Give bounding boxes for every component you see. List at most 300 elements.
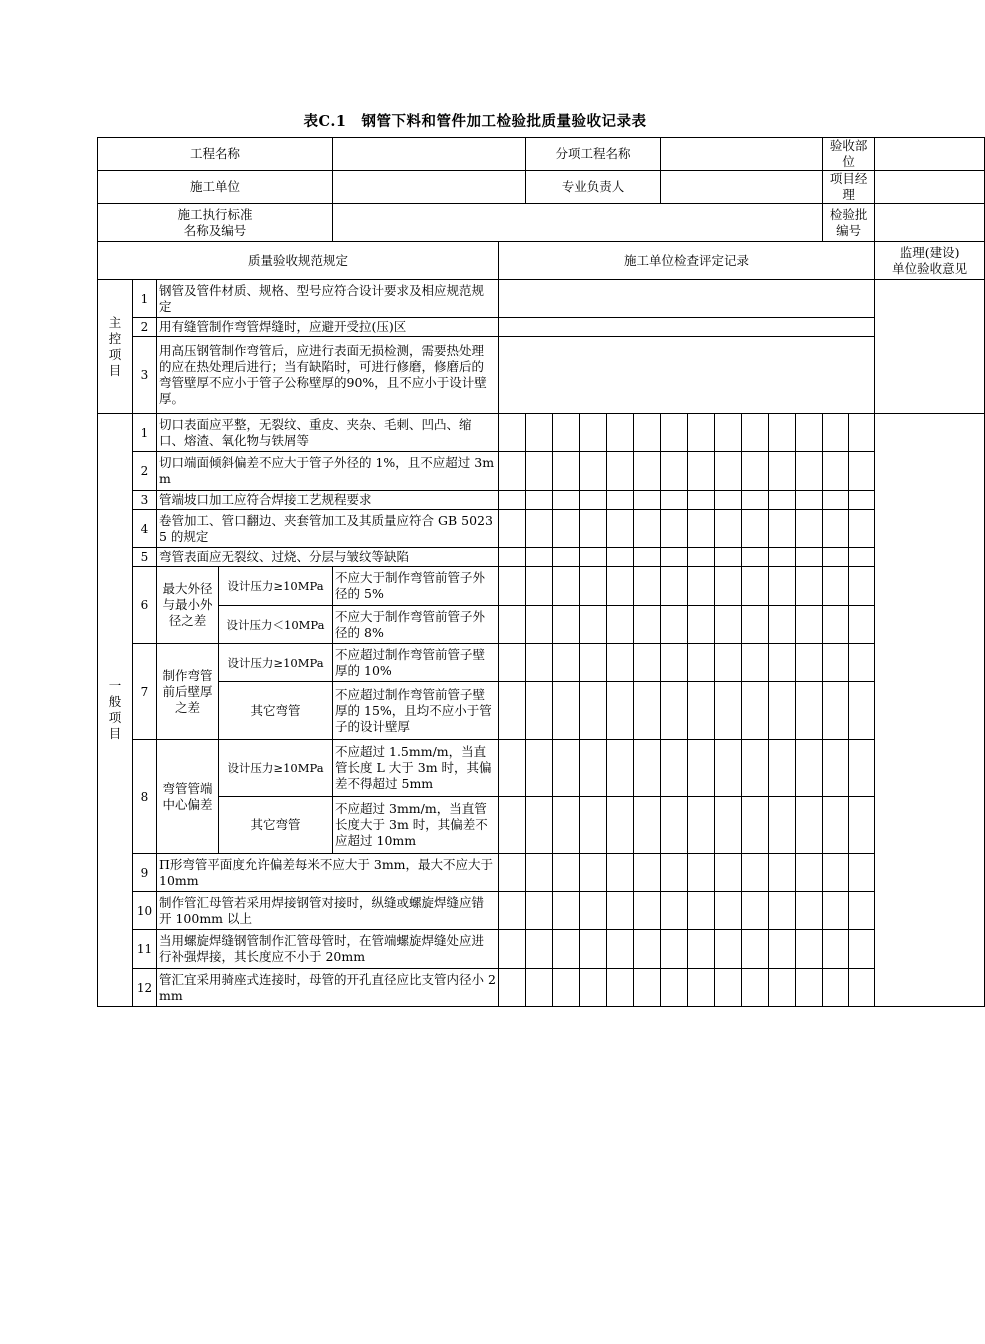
check-record-cell[interactable] (823, 548, 849, 567)
check-record-cell[interactable] (634, 606, 661, 644)
check-record-cell[interactable] (796, 567, 823, 606)
check-record-cell[interactable] (499, 797, 526, 854)
check-record-cell[interactable] (849, 548, 875, 567)
check-record-cell[interactable] (849, 510, 875, 548)
construct-unit-value[interactable] (333, 171, 526, 204)
check-record-cell[interactable] (526, 567, 553, 606)
check-record-cell[interactable] (823, 567, 849, 606)
general-items-label: 一 般 项 目 (98, 414, 133, 1007)
check-record-cell[interactable] (715, 491, 742, 510)
check-record-cell[interactable] (849, 797, 875, 854)
requirement-cell: 不应超过制作弯管前管子壁厚的 15%，且均不应小于管子的设计壁厚 (333, 682, 499, 740)
check-record-cell[interactable] (849, 567, 875, 606)
check-record-cell[interactable] (634, 892, 661, 930)
header-row-1 (98, 138, 985, 171)
check-record-cell[interactable] (499, 510, 526, 548)
item-text: 弯管表面应无裂纹、过烧、分层与皱纹等缺陷 (157, 548, 499, 567)
check-record-cell[interactable] (526, 969, 553, 1007)
check-record-cell[interactable] (849, 644, 875, 682)
check-record-cell[interactable] (634, 797, 661, 854)
check-record-cell[interactable] (849, 930, 875, 969)
condition-cell: 设计压力≥10MPa (219, 567, 333, 606)
check-record-cell[interactable] (688, 682, 715, 740)
check-record-cell[interactable] (526, 548, 553, 567)
check-record-cell[interactable] (742, 548, 769, 567)
check-record-cell[interactable] (553, 567, 580, 606)
requirement-cell: 不应大于制作弯管前管子外径的 5% (333, 567, 499, 606)
check-record-cell[interactable] (580, 606, 607, 644)
check-record-cell[interactable] (553, 969, 580, 1007)
check-record-cell[interactable] (715, 548, 742, 567)
check-record-cell[interactable] (688, 414, 715, 452)
check-record-cell[interactable] (742, 797, 769, 854)
check-record-cell[interactable] (580, 969, 607, 1007)
check-record-cell[interactable] (526, 892, 553, 930)
table-row (98, 567, 985, 606)
table-row (98, 892, 985, 930)
check-record-cell[interactable] (499, 930, 526, 969)
table-row (98, 930, 985, 969)
check-record-cell[interactable] (742, 740, 769, 797)
requirement-cell: 不应超过 1.5mm/m，当直管长度 L 大于 3m 时，其偏差不得超过 5mm (333, 740, 499, 797)
condition-cell: 其它弯管 (219, 682, 333, 740)
check-record-cell[interactable] (607, 606, 634, 644)
table-row (98, 606, 985, 644)
check-record-cell[interactable] (553, 510, 580, 548)
check-record-cell[interactable] (742, 644, 769, 682)
check-record-cell[interactable] (688, 606, 715, 644)
check-record-cell[interactable] (742, 491, 769, 510)
item-number: 2 (133, 318, 157, 337)
item-number: 1 (133, 414, 157, 452)
check-record-cell[interactable] (796, 491, 823, 510)
item-text: 卷管加工、管口翻边、夹套管加工及其质量应符合 GB 50235 的规定 (157, 510, 499, 548)
check-record-cell[interactable] (499, 548, 526, 567)
check-record-cell[interactable] (742, 606, 769, 644)
table-row (98, 644, 985, 682)
check-record-cell[interactable] (742, 567, 769, 606)
check-record-cell[interactable] (769, 797, 796, 854)
check-record-cell[interactable] (661, 892, 688, 930)
check-record-cell[interactable] (849, 740, 875, 797)
item-number: 1 (133, 280, 157, 318)
check-record-cell[interactable] (688, 452, 715, 491)
check-record-cell[interactable] (823, 644, 849, 682)
check-record-cell[interactable] (607, 740, 634, 797)
check-record-cell[interactable] (634, 930, 661, 969)
check-record-cell[interactable] (742, 854, 769, 892)
check-record-cell[interactable] (526, 414, 553, 452)
check-record-cell[interactable] (849, 892, 875, 930)
check-record-cell[interactable] (796, 606, 823, 644)
check-record-cell[interactable] (796, 740, 823, 797)
check-record-cell[interactable] (634, 510, 661, 548)
check-record-cell[interactable] (715, 892, 742, 930)
check-record-cell[interactable] (607, 452, 634, 491)
check-record-cell[interactable] (499, 337, 875, 414)
check-record-cell[interactable] (607, 644, 634, 682)
check-record-cell[interactable] (769, 414, 796, 452)
check-record-cell[interactable] (526, 930, 553, 969)
table-row (98, 337, 985, 414)
check-record-cell[interactable] (607, 414, 634, 452)
check-record-cell[interactable] (526, 510, 553, 548)
item-label: 弯管管端中心偏差 (157, 740, 219, 854)
item-number: 10 (133, 892, 157, 930)
check-record-cell[interactable] (769, 548, 796, 567)
check-record-cell[interactable] (553, 854, 580, 892)
check-record-cell[interactable] (688, 854, 715, 892)
condition-cell: 设计压力≥10MPa (219, 644, 333, 682)
check-record-cell[interactable] (634, 682, 661, 740)
condition-cell: 设计压力＜10MPa (219, 606, 333, 644)
check-record-cell[interactable] (796, 414, 823, 452)
check-record-cell[interactable] (715, 644, 742, 682)
check-record-cell[interactable] (769, 644, 796, 682)
check-record-cell[interactable] (553, 414, 580, 452)
check-record-cell[interactable] (769, 854, 796, 892)
check-record-cell[interactable] (499, 892, 526, 930)
check-record-cell[interactable] (499, 682, 526, 740)
table-row (98, 510, 985, 548)
check-record-cell[interactable] (769, 606, 796, 644)
check-record-cell[interactable] (580, 740, 607, 797)
acceptance-record-table (97, 137, 985, 1007)
specialist-label: 专业负责人 (526, 171, 661, 204)
check-record-cell[interactable] (499, 606, 526, 644)
check-record-cell[interactable] (661, 567, 688, 606)
check-record-cell[interactable] (634, 969, 661, 1007)
check-record-cell[interactable] (796, 854, 823, 892)
check-record-cell[interactable] (580, 510, 607, 548)
check-record-cell[interactable] (526, 491, 553, 510)
quality-spec-header: 质量验收规范规定 (98, 242, 499, 280)
page-title: 表C.1 钢管下料和管件加工检验批质量验收记录表 (303, 113, 647, 130)
check-record-cell[interactable] (580, 414, 607, 452)
sub-project-value[interactable] (661, 138, 823, 171)
check-record-cell[interactable] (742, 892, 769, 930)
check-record-cell[interactable] (580, 682, 607, 740)
check-record-cell[interactable] (823, 682, 849, 740)
check-record-cell[interactable] (769, 740, 796, 797)
check-record-cell[interactable] (499, 969, 526, 1007)
check-record-cell[interactable] (634, 567, 661, 606)
check-record-cell[interactable] (607, 510, 634, 548)
check-record-cell[interactable] (499, 567, 526, 606)
check-record-cell[interactable] (526, 682, 553, 740)
item-number: 5 (133, 548, 157, 567)
item-number: 4 (133, 510, 157, 548)
check-record-cell[interactable] (849, 682, 875, 740)
check-record-cell[interactable] (526, 452, 553, 491)
check-record-cell[interactable] (742, 682, 769, 740)
check-record-cell[interactable] (607, 548, 634, 567)
check-record-cell[interactable] (688, 510, 715, 548)
check-record-cell[interactable] (634, 854, 661, 892)
construct-unit-label: 施工单位 (98, 171, 333, 204)
item-number: 11 (133, 930, 157, 969)
check-record-cell[interactable] (526, 606, 553, 644)
item-text: 管端坡口加工应符合焊接工艺规程要求 (157, 491, 499, 510)
check-record-cell[interactable] (849, 969, 875, 1007)
check-record-cell[interactable] (607, 491, 634, 510)
check-record-cell[interactable] (580, 567, 607, 606)
check-record-cell[interactable] (553, 892, 580, 930)
item-number: 9 (133, 854, 157, 892)
check-record-cell[interactable] (715, 682, 742, 740)
check-record-cell[interactable] (688, 797, 715, 854)
item-text: Π形弯管平面度允许偏差每米不应大于 3mm，最大不应大于 10mm (157, 854, 499, 892)
check-record-cell[interactable] (823, 969, 849, 1007)
project-name-label: 工程名称 (98, 138, 333, 171)
batch-number-label: 检验批 编号 (823, 204, 875, 242)
check-record-cell[interactable] (553, 548, 580, 567)
item-text: 管汇宜采用骑座式连接时，母管的开孔直径应比支管内径小 2mm (157, 969, 499, 1007)
check-record-cell[interactable] (688, 892, 715, 930)
item-text: 钢管及管件材质、规格、型号应符合设计要求及相应规范规定 (157, 280, 499, 318)
check-record-cell[interactable] (661, 548, 688, 567)
check-record-cell[interactable] (823, 452, 849, 491)
check-record-cell[interactable] (580, 491, 607, 510)
check-record-cell[interactable] (849, 491, 875, 510)
item-number: 6 (133, 567, 157, 644)
check-record-cell[interactable] (715, 452, 742, 491)
table-row (98, 797, 985, 854)
check-record-cell[interactable] (796, 510, 823, 548)
item-text: 用有缝管制作弯管焊缝时，应避开受拉(压)区 (157, 318, 499, 337)
check-record-cell[interactable] (661, 644, 688, 682)
check-record-cell[interactable] (769, 510, 796, 548)
standard-value[interactable] (333, 204, 823, 242)
item-number: 8 (133, 740, 157, 854)
check-record-cell[interactable] (715, 414, 742, 452)
check-record-cell[interactable] (580, 892, 607, 930)
check-record-cell[interactable] (526, 644, 553, 682)
condition-cell: 设计压力≥10MPa (219, 740, 333, 797)
check-record-cell[interactable] (823, 510, 849, 548)
general-supervision-cell[interactable] (875, 414, 985, 1007)
specialist-value[interactable] (661, 171, 823, 204)
check-record-cell[interactable] (715, 510, 742, 548)
check-record-cell[interactable] (661, 969, 688, 1007)
item-text: 制作管汇母管若采用焊接钢管对接时，纵缝或螺旋焊缝应错开 100mm 以上 (157, 892, 499, 930)
check-record-cell[interactable] (796, 548, 823, 567)
check-record-cell[interactable] (769, 969, 796, 1007)
header-row-3 (98, 204, 985, 242)
check-record-header: 施工单位检查评定记录 (499, 242, 875, 280)
main-items-label: 主 控 项 目 (98, 280, 133, 414)
sub-project-label: 分项工程名称 (526, 138, 661, 171)
check-record-cell[interactable] (607, 854, 634, 892)
check-record-cell[interactable] (526, 854, 553, 892)
check-record-cell[interactable] (580, 797, 607, 854)
check-record-cell[interactable] (553, 682, 580, 740)
requirement-cell: 不应超过 3mm/m，当直管长度大于 3m 时，其偏差不应超过 10mm (333, 797, 499, 854)
check-record-cell[interactable] (661, 452, 688, 491)
check-record-cell[interactable] (849, 854, 875, 892)
check-record-cell[interactable] (580, 644, 607, 682)
check-record-cell[interactable] (661, 740, 688, 797)
item-number: 3 (133, 337, 157, 414)
check-record-cell[interactable] (526, 797, 553, 854)
table-row (98, 414, 985, 452)
check-record-cell[interactable] (607, 930, 634, 969)
check-record-cell[interactable] (553, 606, 580, 644)
check-record-cell[interactable] (607, 797, 634, 854)
check-record-cell[interactable] (634, 491, 661, 510)
check-record-cell[interactable] (742, 930, 769, 969)
item-label: 制作弯管前后壁厚之差 (157, 644, 219, 740)
check-record-cell[interactable] (769, 682, 796, 740)
check-record-cell[interactable] (661, 682, 688, 740)
check-record-cell[interactable] (607, 892, 634, 930)
check-record-cell[interactable] (553, 797, 580, 854)
table-row (98, 491, 985, 510)
check-record-cell[interactable] (849, 606, 875, 644)
check-record-cell[interactable] (688, 969, 715, 1007)
check-record-cell[interactable] (553, 452, 580, 491)
check-record-cell[interactable] (823, 892, 849, 930)
check-record-cell[interactable] (661, 797, 688, 854)
check-record-cell[interactable] (661, 854, 688, 892)
check-record-cell[interactable] (823, 930, 849, 969)
check-record-cell[interactable] (849, 452, 875, 491)
supervision-header: 监理(建设) 单位验收意见 (875, 242, 985, 280)
check-record-cell[interactable] (499, 854, 526, 892)
table-row (98, 548, 985, 567)
check-record-cell[interactable] (715, 740, 742, 797)
check-record-cell[interactable] (634, 414, 661, 452)
check-record-cell[interactable] (634, 644, 661, 682)
check-record-cell[interactable] (499, 644, 526, 682)
table-row (98, 682, 985, 740)
check-record-cell[interactable] (769, 892, 796, 930)
check-record-cell[interactable] (580, 854, 607, 892)
check-record-cell[interactable] (715, 606, 742, 644)
check-record-cell[interactable] (796, 452, 823, 491)
item-text: 切口端面倾斜偏差不应大于管子外径的 1%，且不应超过 3mm (157, 452, 499, 491)
check-record-cell[interactable] (661, 606, 688, 644)
check-record-cell[interactable] (499, 318, 875, 337)
check-record-cell[interactable] (742, 414, 769, 452)
requirement-cell: 不应大于制作弯管前管子外径的 8% (333, 606, 499, 644)
check-record-cell[interactable] (796, 892, 823, 930)
check-record-cell[interactable] (580, 548, 607, 567)
check-record-cell[interactable] (499, 452, 526, 491)
check-record-cell[interactable] (796, 797, 823, 854)
standard-label: 施工执行标准 名称及编号 (98, 204, 333, 242)
table-row (98, 280, 985, 318)
item-number: 3 (133, 491, 157, 510)
accept-part-value[interactable] (875, 138, 985, 171)
check-record-cell[interactable] (823, 740, 849, 797)
check-record-cell[interactable] (823, 606, 849, 644)
check-record-cell[interactable] (580, 452, 607, 491)
check-record-cell[interactable] (742, 510, 769, 548)
check-record-cell[interactable] (796, 682, 823, 740)
check-record-cell[interactable] (823, 491, 849, 510)
check-record-cell[interactable] (553, 740, 580, 797)
check-record-cell[interactable] (688, 567, 715, 606)
check-record-cell[interactable] (553, 491, 580, 510)
check-record-cell[interactable] (796, 644, 823, 682)
header-row-2 (98, 171, 985, 204)
check-record-cell[interactable] (553, 930, 580, 969)
check-record-cell[interactable] (661, 930, 688, 969)
check-record-cell[interactable] (742, 969, 769, 1007)
item-text: 当用螺旋焊缝钢管制作汇管母管时，在管端螺旋焊缝处应进行补强焊接，其长度应不小于 20mm (157, 930, 499, 969)
check-record-cell[interactable] (715, 567, 742, 606)
item-number: 12 (133, 969, 157, 1007)
item-label: 最大外径与最小外径之差 (157, 567, 219, 644)
table-row (98, 969, 985, 1007)
check-record-cell[interactable] (715, 797, 742, 854)
table-row (98, 854, 985, 892)
check-record-cell[interactable] (688, 930, 715, 969)
check-record-cell[interactable] (769, 491, 796, 510)
check-record-cell[interactable] (634, 740, 661, 797)
check-record-cell[interactable] (769, 452, 796, 491)
check-record-cell[interactable] (634, 548, 661, 567)
batch-number-value[interactable] (875, 204, 985, 242)
check-record-cell[interactable] (607, 567, 634, 606)
table-row (98, 452, 985, 491)
check-record-cell[interactable] (715, 854, 742, 892)
check-record-cell[interactable] (526, 740, 553, 797)
item-text: 用高压钢管制作弯管后，应进行表面无损检测，需要热处理的应在热处理后进行；当有缺陷时，可进行修磨，修磨后的弯管壁厚不应小于管子公称壁厚的90%，且不应小于设计壁厚。 (157, 337, 499, 414)
check-record-cell[interactable] (769, 930, 796, 969)
check-record-cell[interactable] (688, 644, 715, 682)
check-record-cell[interactable] (796, 969, 823, 1007)
check-record-cell[interactable] (634, 452, 661, 491)
check-record-cell[interactable] (769, 567, 796, 606)
check-record-cell[interactable] (499, 740, 526, 797)
check-record-cell[interactable] (688, 548, 715, 567)
table-row (98, 740, 985, 797)
item-text: 切口表面应平整，无裂纹、重皮、夹杂、毛刺、凹凸、缩口、熔渣、氧化物与铁屑等 (157, 414, 499, 452)
check-record-cell[interactable] (823, 854, 849, 892)
check-record-cell[interactable] (742, 452, 769, 491)
check-record-cell[interactable] (661, 491, 688, 510)
check-record-cell[interactable] (580, 930, 607, 969)
check-record-cell[interactable] (823, 797, 849, 854)
check-record-cell[interactable] (553, 644, 580, 682)
project-manager-value[interactable] (875, 171, 985, 204)
header-row-4 (98, 242, 985, 280)
accept-part-label: 验收部位 (823, 138, 875, 171)
check-record-cell[interactable] (661, 510, 688, 548)
check-record-cell[interactable] (499, 491, 526, 510)
check-record-cell[interactable] (715, 930, 742, 969)
check-record-cell[interactable] (849, 414, 875, 452)
check-record-cell[interactable] (688, 740, 715, 797)
check-record-cell[interactable] (499, 280, 875, 318)
check-record-cell[interactable] (499, 414, 526, 452)
check-record-cell[interactable] (607, 682, 634, 740)
check-record-cell[interactable] (661, 414, 688, 452)
check-record-cell[interactable] (688, 491, 715, 510)
table-row (98, 318, 985, 337)
check-record-cell[interactable] (796, 930, 823, 969)
requirement-cell: 不应超过制作弯管前管子壁厚的 10% (333, 644, 499, 682)
condition-cell: 其它弯管 (219, 797, 333, 854)
check-record-cell[interactable] (823, 414, 849, 452)
project-manager-label: 项目经理 (823, 171, 875, 204)
check-record-cell[interactable] (715, 969, 742, 1007)
check-record-cell[interactable] (607, 969, 634, 1007)
main-supervision-cell[interactable] (875, 280, 985, 414)
project-name-value[interactable] (333, 138, 526, 171)
